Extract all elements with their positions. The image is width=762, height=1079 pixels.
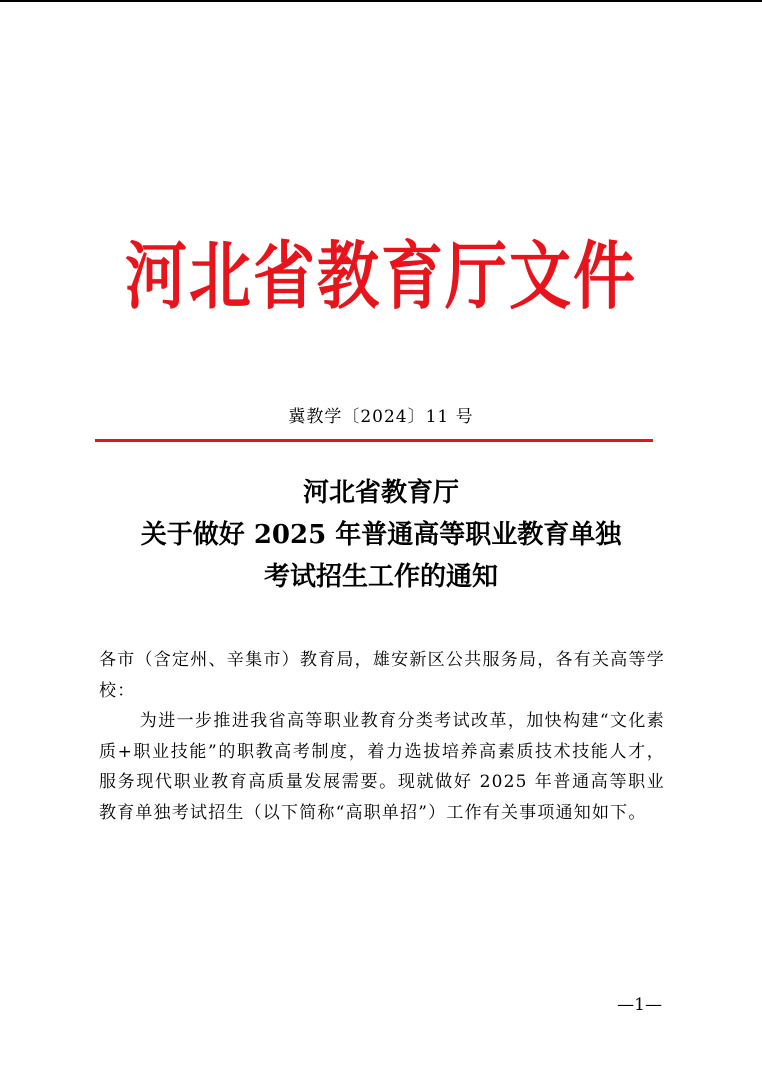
body-paragraph: 为进一步推进我省高等职业教育分类考试改革，加快构建“文化素质+职业技能”的职教高考制度，着力选拔培养高素质技术技能人才，服务现代职业教育高质量发展需要。现就做好 2025 年普通高等职业教育单独考试招生（以下简称“高职单招”）工作有关事项通知如下。	[99, 711, 665, 823]
addressee: 各市（含定州、辛集市）教育局，雄安新区公共服务局，各有关高等学校：	[99, 650, 665, 701]
red-rule-divider	[95, 439, 653, 442]
title-line: 考试招生工作的通知	[263, 562, 498, 592]
title-line: 关于做好 2025 年普通高等职业教育单独	[140, 520, 622, 550]
masthead: 河北省教育厅文件	[124, 233, 637, 320]
document-title	[0, 472, 762, 598]
title-line: 河北省教育厅	[302, 478, 459, 508]
top-border	[0, 0, 762, 2]
document-body	[99, 645, 665, 828]
document-number: 冀教学〔2024〕11 号	[288, 407, 474, 427]
page-number: —1—	[617, 995, 662, 1015]
